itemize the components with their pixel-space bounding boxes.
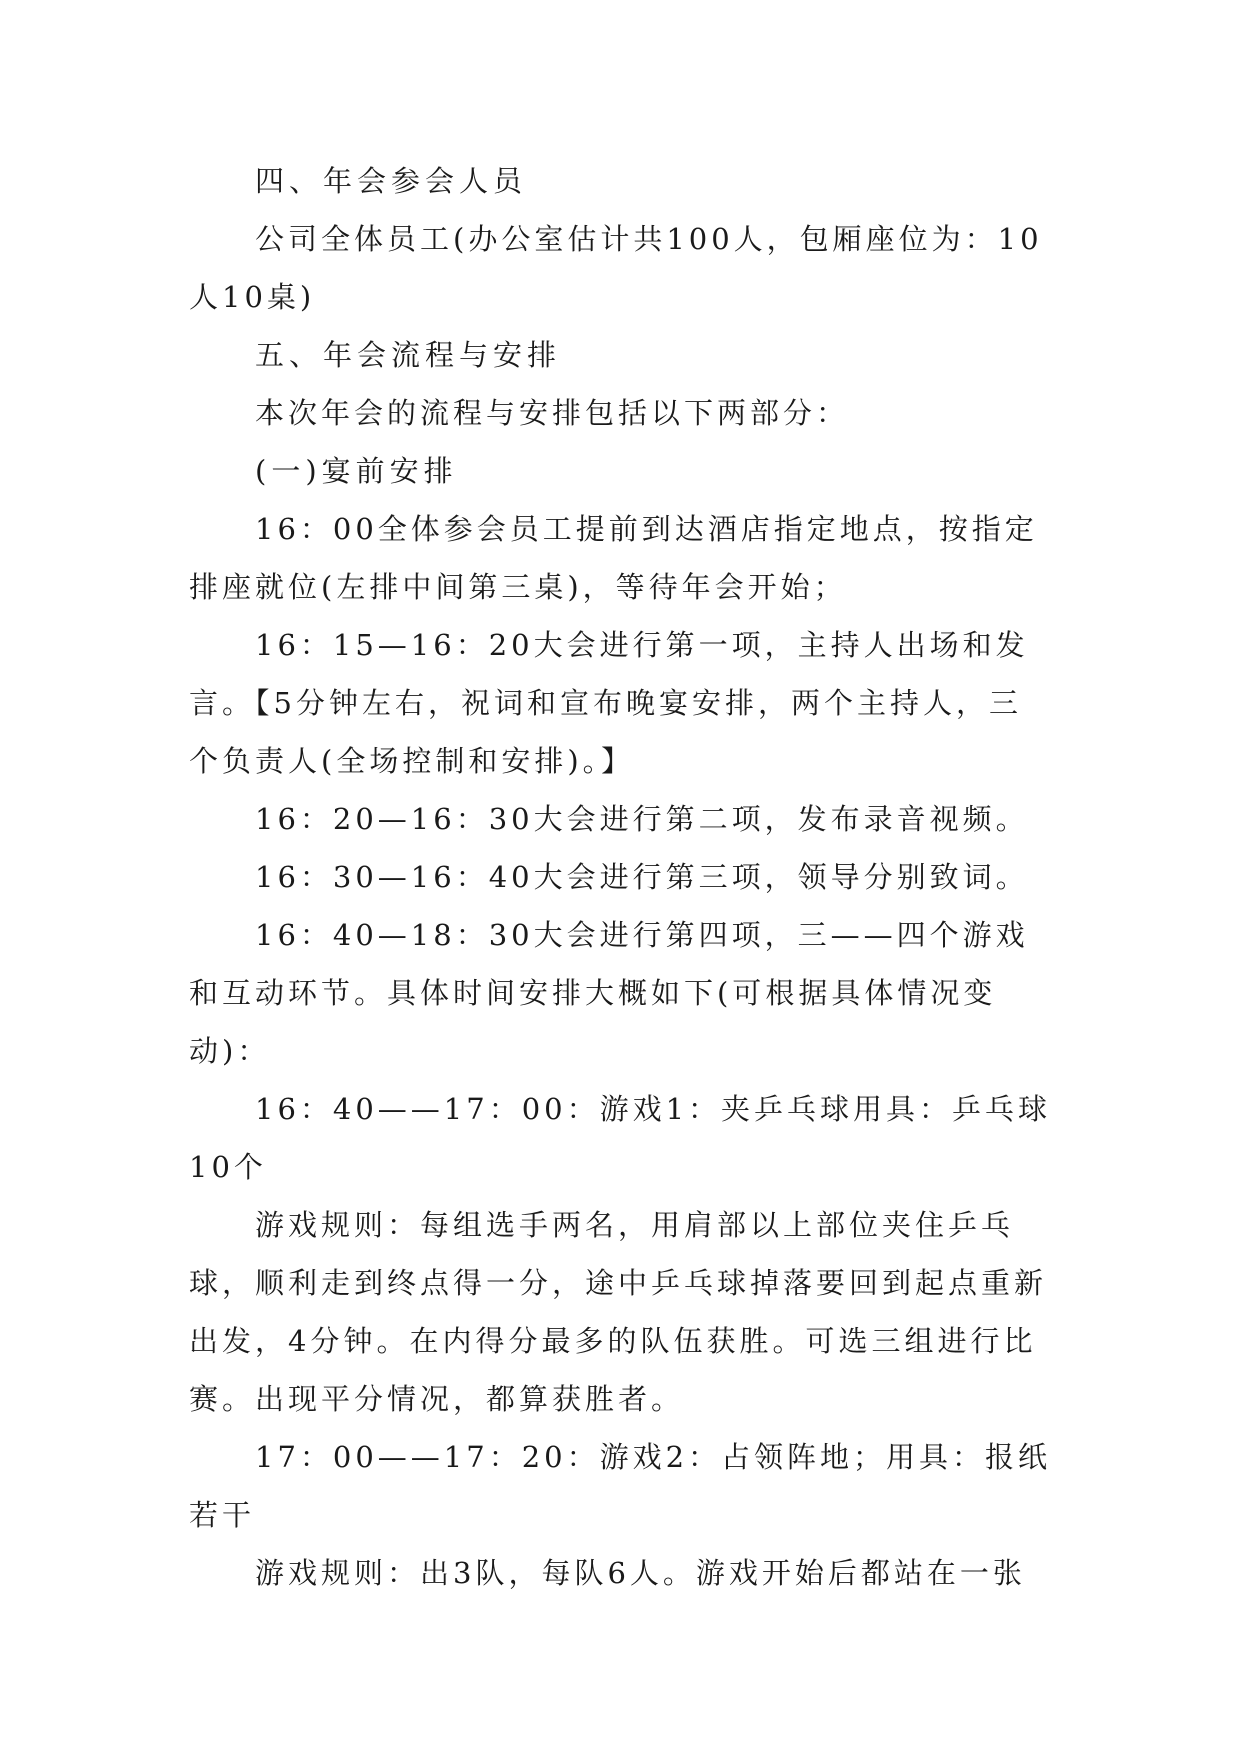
subsection-heading-pre-banquet: (一)宴前安排 bbox=[255, 454, 458, 488]
paragraph-schedule-item: 16：15—16：20大会进行第一项，主持人出场和发言。【5分钟左右，祝词和宣布晚宴安排，两个主持人，三个负责人(全场控制和安排)。】 bbox=[189, 628, 1029, 778]
paragraph-schedule-intro: 本次年会的流程与安排包括以下两部分： bbox=[255, 396, 850, 430]
paragraph-game-1: 16：40——17：00：游戏1：夹乒乓球用具：乒乓球10个 bbox=[189, 1092, 1052, 1184]
paragraph-schedule-item: 16：30—16：40大会进行第三项，领导分别致词。 bbox=[255, 860, 1029, 894]
paragraph-game-2: 17：00——17：20：游戏2：占领阵地；用具：报纸若干 bbox=[189, 1440, 1052, 1532]
paragraph-schedule-item: 16：20—16：30大会进行第二项，发布录音视频。 bbox=[255, 802, 1029, 836]
paragraph-schedule-item: 16：00全体参会员工提前到达酒店指定地点，按指定排座就位(左排中间第三桌)，等待年会开始； bbox=[189, 512, 1038, 604]
paragraph-game-2-rules: 游戏规则：出3队，每队6人。游戏开始后都站在一张 bbox=[255, 1556, 1026, 1590]
paragraph-game-1-rules: 游戏规则：每组选手两名，用肩部以上部位夹住乒乓球，顺利走到终点得一分，途中乒乓球掉落要回到起点重新出发，4分钟。在内得分最多的队伍获胜。可选三组进行比赛。出现平分情况，都算获胜者。 bbox=[189, 1208, 1048, 1416]
section-heading-attendees: 四、年会参会人员 bbox=[255, 164, 528, 198]
document-body bbox=[189, 152, 1054, 1602]
paragraph-schedule-item: 16：40—18：30大会进行第四项，三——四个游戏和互动环节。具体时间安排大概如下(可根据具体情况变动)： bbox=[189, 918, 1029, 1068]
section-heading-schedule: 五、年会流程与安排 bbox=[255, 338, 562, 372]
paragraph-attendees: 公司全体员工(办公室估计共100人，包厢座位为：10人10桌) bbox=[189, 222, 1043, 314]
